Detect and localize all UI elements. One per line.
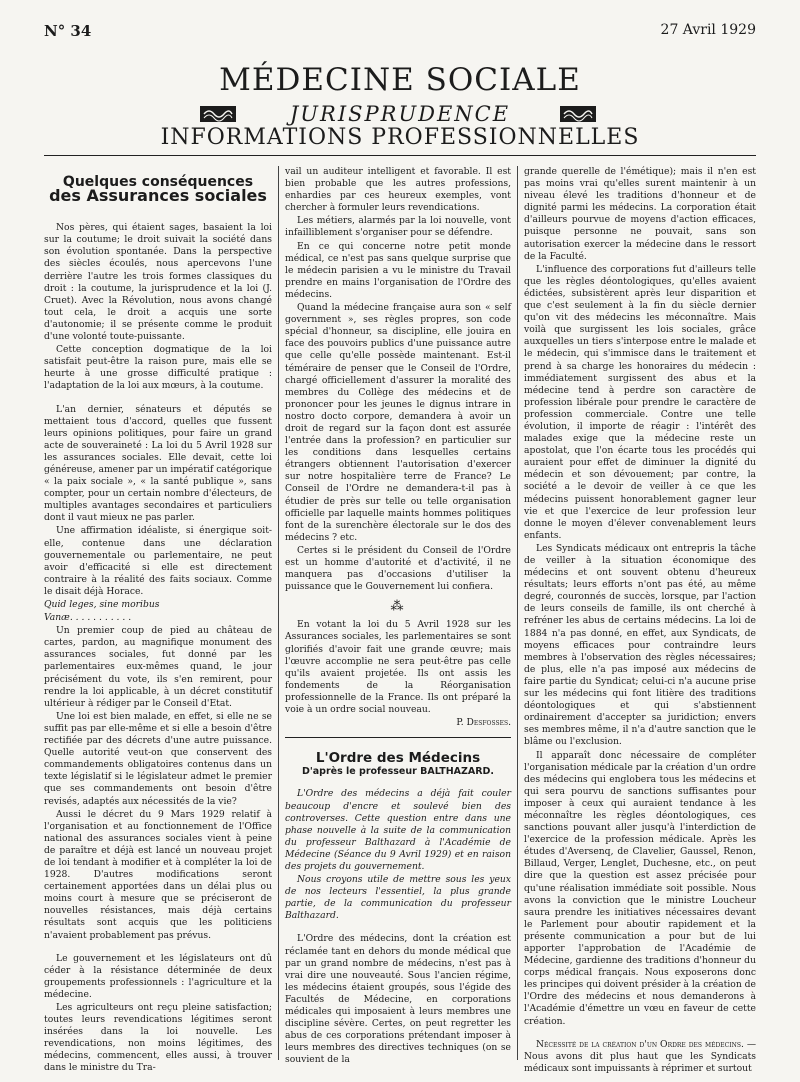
article2-paragraph: Il apparaît donc nécessaire de compléter l'organisation médicale par la création d'un ordre des médecins qui englobera tous les médecins et qui sera pourvu de sanctions suffisantes pour imposer à ceux qui auraient tendance à les méconnaître les règles déontologiques, ces sanctions pouvant aller jusqu'à l'interdiction de l'exercice de la profession médicale. Après les études d'Aversenq, de Clavelier, Gaussel, Renon, Billaud, Verger, Lenglet, Duchesne, etc., on peut dire que la question est assez précisée pour qu'une réalisation immédiate soit possible. Nous avons la conviction que le ministre Loucheur saura prendre les initiatives nécessaires devant le Parlement pour aboutir rapidement et la présente communication a pour but de lui apporter l'approbation de l'Académie de Médecine, gardienne des traditions d'honneur du corps médical français. Nous exposerons donc les principes qui doivent présider à la création de l'Ordre des médecins et nous demanderons à l'Académie d'émettre un vœu en faveur de cette création. <box>524 749 756 1027</box>
subtitle-row-informations <box>0 124 800 152</box>
column-2 <box>285 166 511 1067</box>
article2-subtitle: D'après le professeur BALTHAZARD. <box>301 766 495 778</box>
issue-date: 27 Avril 1929 <box>660 22 756 38</box>
article2-necessity-text: — Nous avons dit plus haut que les Syndicats médicaux sont impuissants à réprimer et surtout <box>524 1038 757 1074</box>
article2-necessity-heading: Nécessité de la création d'un Ordre des médecins. <box>536 1038 744 1050</box>
article2-intro: Nous croyons utile de mettre sous les yeux de nos lecteurs l'essentiel, la plus grande partie, de la communication du professeur Balthazard. <box>285 874 511 922</box>
article1-title-line2: des Assurances sociales <box>49 186 267 206</box>
header-rule <box>44 155 756 156</box>
article1-title-line1: Quelques conséquences <box>62 174 254 190</box>
journal-section-title: MÉDECINE SOCIALE <box>219 62 581 98</box>
column-rule-1 <box>278 166 279 1060</box>
article2-intro: L'Ordre des médecins a déjà fait couler beaucoup d'encre et soulevé bien des controverses. Cette question entre dans une phase nouvelle à la suite de la communication du professeur Balthazard à l'Académie de Médecine (Séance du 9 Avril 1929) et en raison des projets du gouvernement. <box>285 788 511 872</box>
article2-paragraph: L'influence des corporations fut d'ailleurs telle que les règles déontologiques, qu'elles avaient édictées, subsistèrent après leur disparition et que c'est seulement à la fin du siècle dernier qu'on vit des médecins les méconnaître. Mais voilà que surgissent les lois sociales, grâce auxquelles un tiers s'interpose entre le malade et le médecin, qui s'immisce dans le traitement et prend à sa charge les honoraires du médecin : immédiatement surgissent des abus et la médecine tend à perdre son caractère de profession libérale pour prendre le caractère de profession commerciale. Contre une telle évolution, il importe de réagir : l'intérêt des malades exige que la médecine reste un apostolat, que l'on écarte tous les procédés qui auraient pour effet de diminuer la dignité du médecin et son dévouement; par contre, la société a le devoir de veiller à ce que les médecins puissent honorablement gagner leur vie et que l'exercice de leur profession leur donne le moyen d'élever convenablement leurs enfants. <box>524 263 756 541</box>
article1-paragraph: vail un auditeur intelligent et favorable. Il est bien probable que les autres professions, enhardies par ces heureux exemples, vont chercher à formuler leurs revendications. <box>285 166 511 214</box>
horace-quote-line1: Quid leges, sine moribus <box>44 599 160 610</box>
article1-paragraph: Les métiers, alarmés par la loi nouvelle, vont infailliblement s'organiser pour se défendre. <box>285 215 511 239</box>
subtitle-informations: INFORMATIONS PROFESSIONNELLES <box>160 125 640 150</box>
article2-title: L'Ordre des Médecins <box>315 750 481 767</box>
article2-paragraph: Les Syndicats médicaux ont entrepris la tâche de veiller à la situation économique des médecins et ont souvent obtenu d'heureux résultats; leurs efforts n'ont pas été, au même degré, couronnés de succès, lorsque, par l'action de leurs conseils de famille, ils ont cherché à refréner les abus de certains médecins. La loi de 1884 n'a pas donné, en effet, aux Syndicats, de moyens efficaces pour contraindre leurs membres à l'observation des règles nécessaires; de plus, elle n'a pas imposé aux médecins de faire partie du Syndicat; celui-ci n'a aucune prise sur les médecins qui font litière des traditions déontologiques et qui s'abstiennent ordinairement d'accepter sa juridiction; envers ses membres même, il n'a d'autre sanction que le blâme ou l'exclusion. <box>524 542 756 748</box>
page-header <box>44 22 756 44</box>
subtitle-jurisprudence: JURISPRUDENCE <box>289 102 511 126</box>
article1-paragraph: Aussi le décret du 9 Mars 1929 relatif à l'organisation et au fonctionnement de l'Office national des assurances sociales vient à peine de paraître et déjà est lancé un nouveau projet de loi tendant à modifier et à compléter la loi de 1928. D'autres modifications seront certainement apportées dans un délai plus ou moins court à mesure que se préciseront de nouvelles résistances, mais déjà certains résultats sont acquis que les politiciens n'avaient probablement pas prévus. <box>44 808 272 941</box>
article1-paragraph: Une loi est bien malade, en effet, si elle ne se suffit pas par elle-même et si elle a besoin d'être rectifiée par des décrets d'une autre puissance. Quelle autorité veut-on que conservent des commandements obligatoires contenus dans un texte législatif si le législateur admet le premier que ses commandements ont besoin d'être revisés, adaptés aux nécessités de la vie? <box>44 710 272 807</box>
article1-paragraph: En votant la loi du 5 Avril 1928 sur les Assurances sociales, les parlementaires se sont glorifiés d'avoir fait une grande œuvre; mais l'œuvre accomplie ne sera peut-être pas celle qu'ils avaient projetée. Ils ont assis les fondements de la Réorganisation professionnelle de la France. Ils ont préparé la voie à un ordre social nouveau. <box>285 619 511 716</box>
section-break-asterism: ⁂ <box>390 599 406 615</box>
ornament-right-icon <box>560 106 596 122</box>
article2-paragraph: grande querelle de l'émétique); mais il n'en est pas moins vrai qu'elles surent maintenir à un niveau élevé les traditions d'honneur et de dignité parmi les médecins. La corporation était d'ailleurs pourvue de moyens d'action efficaces, puisque personne ne pouvait, sans son autorisation exercer la médecine dans le ressort de la Faculté. <box>524 166 756 262</box>
column-rule-2 <box>517 166 518 1060</box>
article1-paragraph: Quand la médecine française aura son « self government », ses règles propres, son code spécial d'honneur, sa discipline, elle jouira en face des pouvoirs publics d'une puissance autre que celle qu'elle possède maintenant. Est-il téméraire de penser que le Conseil de l'Ordre, chargé officiellement d'assurer la moralité des membres du Collège des médecins et de prononcer pour les jeunes le dignus intrare in nostro docto corpore, demandera à avoir un droit de regard sur la façon dont est assurée l'entrée dans la profession? en particulier sur les conditions dans lesquelles certains étrangers obtiennent l'autorisation d'exercer sur notre hospitalière terre de France? Le Conseil de l'Ordre ne demandera-t-il pas à étudier de près sur telle ou telle organisation officielle par laquelle maints hommes politiques font de la surenchère électorale sur le dos des médecins ? etc. <box>285 302 511 543</box>
article1-paragraph: Cette conception dogmatique de la loi satisfait peut-être la raison pure, mais elle se heurte à une grosse difficulté pratique : l'adaptation de la loi aux mœurs, à la coutume. <box>44 344 272 392</box>
article2-paragraph-necessity <box>524 1039 756 1075</box>
article2-paragraph: L'Ordre des médecins, dont la création est réclamée tant en dehors du monde médical que par un grand nombre de médecins, n'est pas à vrai dire une nouveauté. Sous l'ancien régime, les médecins étaient groupés, sous l'égide des Facultés de Médecine, en corporations médicales qui imposaient à leurs membres une discipline sévère. Certes, on peut regretter les abus de ces corporations prétendant imposer à leurs membres des directives techniques (on se souvient de la <box>285 933 511 1066</box>
article1-paragraph: Une affirmation idéaliste, si énergique soit-elle, contenue dans une déclaration gouvernementale ou parlementaire, ne peut avoir d'efficacité si elle est directement contraire à la réalité des faits sociaux. Comme le disait déjà Horace. <box>44 525 272 597</box>
horace-quote-line2: Vanæ. . . . . . . . . . . <box>44 612 132 624</box>
article1-signature: P. Desfosses. <box>456 717 511 729</box>
article1-paragraph: Les agriculteurs ont reçu pleine satisfaction; toutes leurs revendications légitimes seront insérées dans la loi nouvelle. Les revendications, non moins légitimes, des médecins, commencent, elles aussi, à trouver dans le ministre du Tra- <box>44 1002 272 1074</box>
column-3 <box>524 166 756 1076</box>
column-1 <box>44 166 272 1076</box>
article1-paragraph: En ce qui concerne notre petit monde médical, ce n'est pas sans quelque surprise que le médecin parisien a vu le ministre du Travail prendre en mains l'organisation de l'Ordre des médecins. <box>285 240 511 300</box>
article1-paragraph: L'an dernier, sénateurs et députés se mettaient tous d'accord, quelles que fussent leurs opinions politiques, pour faire un grand acte de souveraineté : La loi du 5 Avril 1928 sur les assurances sociales. Elle devait, cette loi généreuse, amener par un impératif catégorique « la paix sociale », « la santé publique », sans compter, pour un certain nombre d'électeurs, de multiples avantages secondaires et particuliers dont il vaut mieux ne pas parler. <box>44 403 272 524</box>
article1-paragraph: Certes si le président du Conseil de l'Ordre est un homme d'autorité et d'activité, il ne manquera pas d'occasions d'utiliser la puissance que le Gouvernement lui confiera. <box>285 544 511 593</box>
article1-paragraph: Le gouvernement et les législateurs ont dû céder à la résistance déterminée de deux groupements professionnels : l'agriculture et la médecine. <box>44 952 272 1000</box>
article-separator-rule <box>285 737 511 738</box>
article1-paragraph: Un premier coup de pied au château de cartes, pardon, au magnifique monument des assurances sociales, fut donné par les parlementaires eux-mêmes quand, le jour précisément du vote, ils s'en remirent, pour rendre la loi applicable, à un décret constitutif ultérieur à rédiger par le Conseil d'Etat. <box>44 625 272 709</box>
issue-number: N° 34 <box>44 22 92 40</box>
article1-paragraph: Nos pères, qui étaient sages, basaient la loi sur la coutume; le droit suivait la société dans son évolution spontanée. Dans la perspective des siècles écoulés, nous apercevons l'une derrière l'autre les trois formes classiques du droit : la coutume, la jurisprudence et la loi (J. Cruet). Avec la Révolution, nous avons changé tout cela, le droit a acquis une sorte d'autonomie; il se présente comme le produit d'une volonté toute-puissante. <box>44 222 272 343</box>
